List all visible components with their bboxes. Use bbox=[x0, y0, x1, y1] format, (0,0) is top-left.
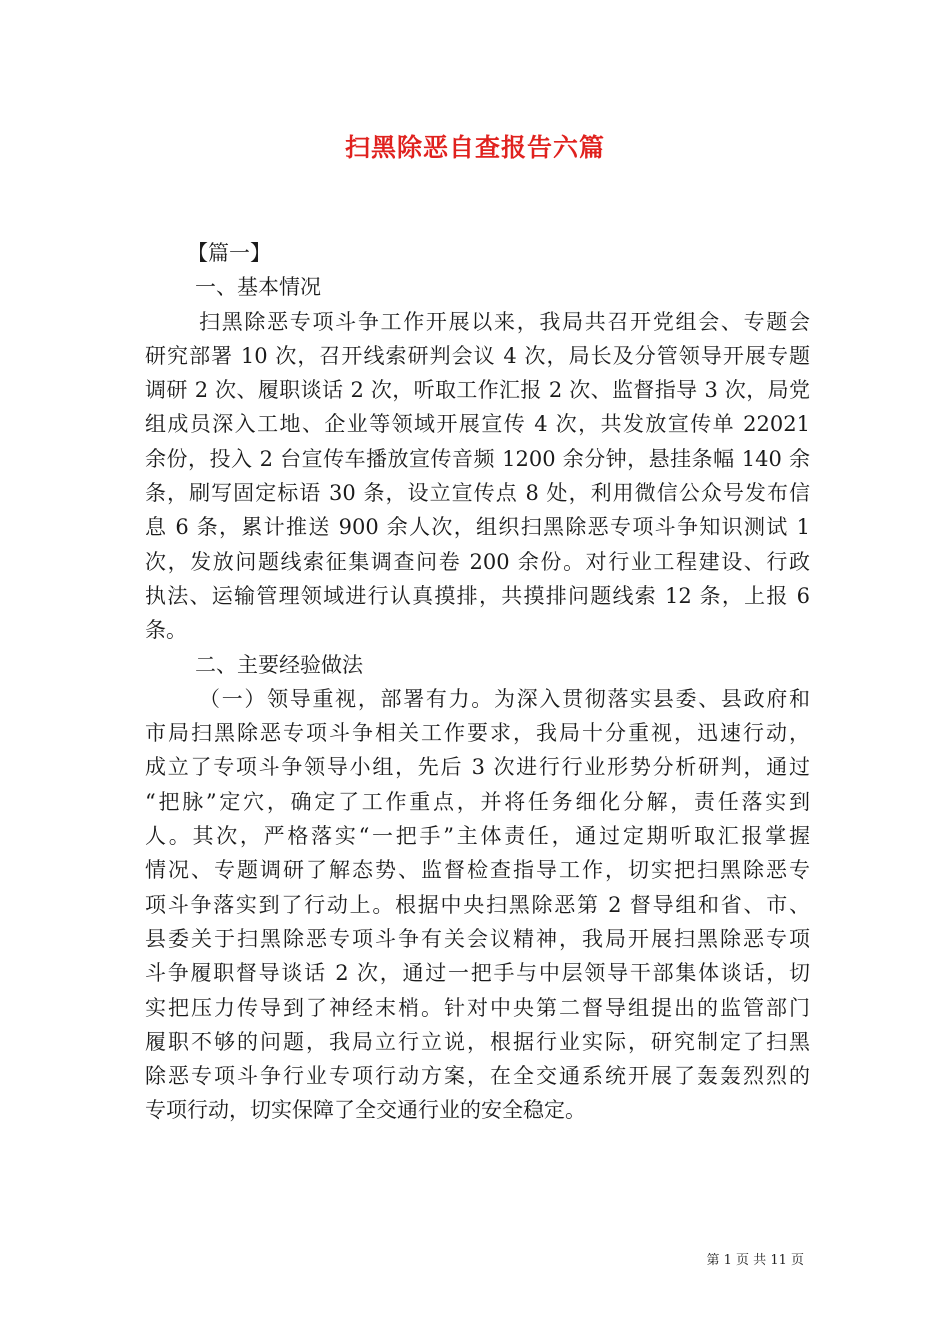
heading-main-experience: 二、主要经验做法 bbox=[195, 652, 363, 677]
heading-basic-situation: 一、基本情况 bbox=[195, 275, 321, 300]
paragraph-line: 次，发放问题线索征集调查问卷 200 余份。对行业工程建设、行政 bbox=[145, 549, 810, 574]
paragraph-line: 情况、专题调研了解态势、监督检查指导工作，切实把扫黑除恶专 bbox=[145, 858, 810, 883]
paragraph-line: 组成员深入工地、企业等领域开展宣传 4 次，共发放宣传单 22021 bbox=[145, 412, 810, 437]
paragraph-line: 余份，投入 2 台宣传车播放宣传音频 1200 余分钟，悬挂条幅 140 余 bbox=[145, 446, 810, 471]
paragraph-line: 市局扫黑除恶专项斗争相关工作要求，我局十分重视，迅速行动， bbox=[145, 721, 810, 746]
paragraph-line: 条，刷写固定标语 30 条，设立宣传点 8 处，利用微信公众号发布信 bbox=[145, 481, 810, 506]
paragraph-line: 成立了专项斗争领导小组，先后 3 次进行行业形势分析研判，通过 bbox=[145, 755, 810, 780]
paragraph-line: 人。其次，严格落实“一把手”主体责任，通过定期听取汇报掌握 bbox=[145, 824, 810, 849]
paragraph-line: 斗争履职督导谈话 2 次，通过一把手与中层领导干部集体谈话，切 bbox=[145, 961, 810, 986]
paragraph-line: 县委关于扫黑除恶专项斗争有关会议精神，我局开展扫黑除恶专项 bbox=[145, 926, 810, 951]
paragraph-line: 扫黑除恶专项斗争工作开展以来，我局共召开党组会、专题会 bbox=[199, 309, 810, 334]
paragraph-line: 专项行动，切实保障了全交通行业的安全稳定。 bbox=[145, 1098, 586, 1123]
paragraph-line: 研究部署 10 次，召开线索研判会议 4 次，局长及分管领导开展专题 bbox=[145, 343, 810, 368]
paragraph-line: 履职不够的问题，我局立行立说，根据行业实际，研究制定了扫黑 bbox=[145, 1029, 810, 1054]
document-body bbox=[145, 236, 810, 1128]
document-title: 扫黑除恶自查报告六篇 bbox=[344, 133, 605, 162]
paragraph-line: 息 6 条，累计推送 900 余人次，组织扫黑除恶专项斗争知识测试 1 bbox=[145, 515, 810, 540]
page-number: 第 1 页 共 11 页 bbox=[706, 1253, 804, 1268]
paragraph-line: 执法、运输管理领域进行认真摸排，共摸排问题线索 12 条，上报 6 bbox=[145, 583, 810, 608]
paragraph-line: （一）领导重视，部署有力。为深入贯彻落实县委、县政府和 bbox=[199, 686, 810, 711]
paragraph-line: 项斗争落实到了行动上。根据中央扫黑除恶第 2 督导组和省、市、 bbox=[145, 892, 810, 917]
paragraph-line: 调研 2 次、履职谈话 2 次，听取工作汇报 2 次、监督指导 3 次，局党 bbox=[145, 378, 810, 403]
paragraph-line: 条。 bbox=[145, 618, 187, 643]
section-heading-pian-1: 【篇一】 bbox=[187, 241, 271, 265]
paragraph-line: “把脉”定穴，确定了工作重点，并将任务细化分解，责任落实到 bbox=[145, 789, 810, 814]
paragraph-line: 除恶专项斗争行业专项行动方案，在全交通系统开展了轰轰烈烈的 bbox=[145, 1064, 810, 1089]
paragraph-line: 实把压力传导到了神经末梢。针对中央第二督导组提出的监管部门 bbox=[145, 995, 810, 1020]
